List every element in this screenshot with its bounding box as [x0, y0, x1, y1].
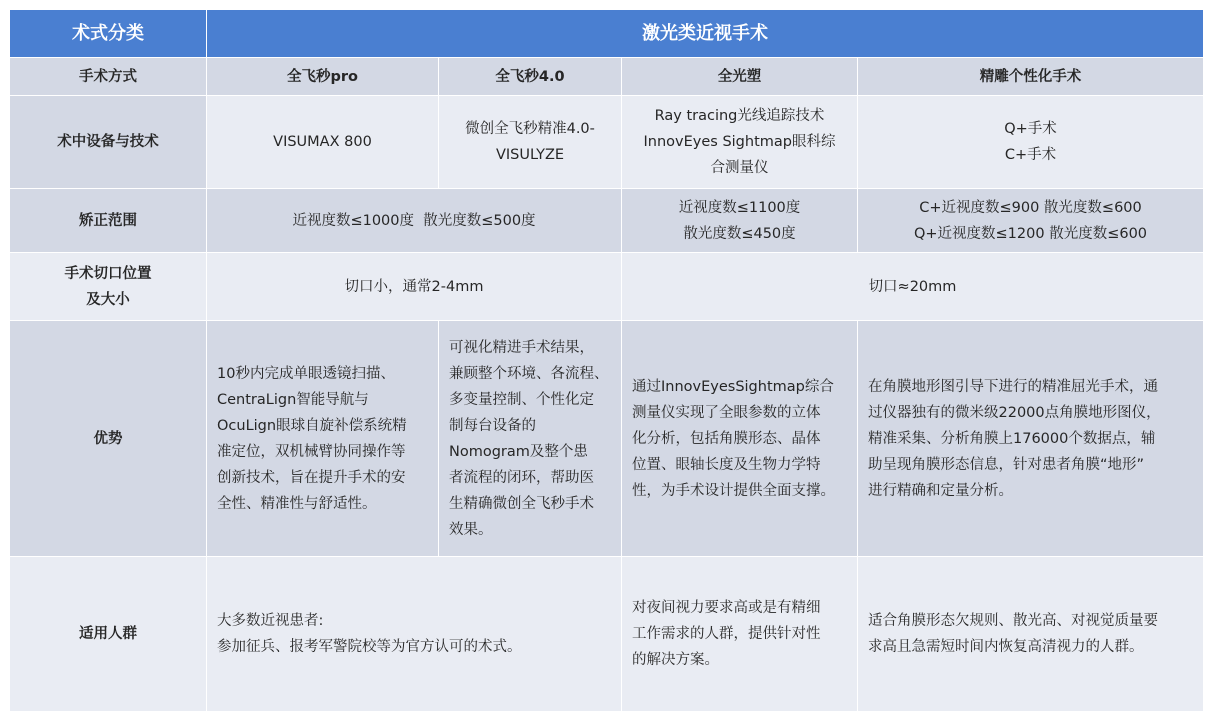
- population-cell-precision: [858, 557, 1204, 712]
- population-cell-fullfemto: [207, 557, 622, 712]
- advantage-cell-2-line: 可视化精进手术结果，: [449, 339, 594, 356]
- equipment-row: [10, 96, 1204, 189]
- advantage-cell-2-line: 兼顾整个环境、各流程、: [449, 365, 609, 382]
- population-cell-precision-line: 求高且急需短时间内恢复高清视力的人群。: [868, 639, 1144, 655]
- incision-cell-large: 切口≈20mm: [622, 253, 1204, 321]
- advantage-cell-4: [858, 321, 1204, 557]
- advantage-cell-4-line: 在角膜地形图引导下进行的精准屈光手术，通: [868, 378, 1158, 395]
- range-cell-precision-line: Q+近视度数≤1200 散光度数≤600: [913, 225, 1148, 242]
- advantage-cell-3-line: 测量仪实现了全眼参数的立体: [632, 404, 821, 421]
- equipment-cell-2-line: 微创全飞秒精准4.0-: [465, 121, 595, 137]
- equipment-cell-2: [439, 96, 622, 189]
- advantage-cell-4-line: 过仪器独有的微米级22000点角膜地形图仪，: [868, 404, 1161, 421]
- method-fullfemto-4: 全飞秒4.0: [439, 58, 622, 96]
- advantage-cell-2: [439, 321, 622, 557]
- advantage-cell-3-line: 通过InnovEyesSightmap综合: [632, 378, 834, 395]
- range-cell-fullfemto: [207, 189, 622, 253]
- equipment-cell-4: [858, 96, 1204, 189]
- category-header: 术式分类: [10, 10, 207, 58]
- equipment-cell-1-line: VISUMAX 800: [273, 134, 372, 150]
- advantage-cell-2-line: 者流程的闭环，帮助医: [449, 469, 594, 486]
- advantage-cell-1-line: 准定位，双机械臂协同操作等: [217, 443, 406, 460]
- population-cell-fullfemto-line: 大多数近视患者:: [217, 613, 324, 629]
- advantage-cell-2-line: 制每台设备的: [449, 417, 536, 434]
- range-cell-precision-line: C+近视度数≤900 散光度数≤600: [919, 199, 1142, 216]
- header-row: [10, 10, 1204, 58]
- incision-label-line: 及大小: [86, 291, 130, 308]
- method-full-light: 全光塑: [622, 58, 858, 96]
- range-cell-full-light: [622, 189, 858, 253]
- advantage-cell-3: [622, 321, 858, 557]
- methods-row: [10, 58, 1204, 96]
- incision-cell-small: 切口小，通常2-4mm: [207, 253, 622, 321]
- equipment-cell-1: [207, 96, 439, 189]
- equipment-cell-3-line: Ray tracing光线追踪技术: [654, 108, 825, 124]
- population-row: [10, 557, 1204, 712]
- incision-row: [10, 253, 1204, 321]
- equipment-label: 术中设备与技术: [10, 96, 207, 189]
- range-cell-full-light-line: 近视度数≤1100度: [678, 199, 801, 216]
- advantage-cell-1: [207, 321, 439, 557]
- group-header: 激光类近视手术: [207, 10, 1204, 58]
- incision-label-line: 手术切口位置: [64, 265, 152, 282]
- advantage-cell-3-line: 性，为手术设计提供全面支撑。: [632, 482, 835, 499]
- advantage-cell-2-line: 多变量控制、个性化定: [449, 391, 594, 408]
- advantage-cell-4-line: 精准采集、分析角膜上176000个数据点，辅: [868, 430, 1156, 447]
- methods-label: 手术方式: [10, 58, 207, 96]
- equipment-cell-2-line: VISULYZE: [495, 147, 565, 163]
- equipment-cell-3-line: 合测量仪: [710, 160, 769, 176]
- advantage-row: [10, 321, 1204, 557]
- population-cell-fullfemto-line: 参加征兵、报考军警院校等为官方认可的术式。: [217, 639, 522, 655]
- population-cell-full-light: [622, 557, 858, 712]
- advantage-cell-1-line: 全性、精准性与舒适性。: [217, 495, 377, 512]
- population-label: 适用人群: [10, 557, 207, 712]
- advantage-cell-2-line: 效果。: [449, 521, 493, 538]
- advantage-cell-4-line: 进行精确和定量分析。: [868, 482, 1013, 499]
- equipment-cell-3-line: InnovEyes Sightmap眼科综: [643, 134, 836, 150]
- population-cell-full-light-line: 对夜间视力要求高或是有精细: [632, 600, 821, 616]
- advantage-cell-2-line: Nomogram及整个患: [449, 443, 588, 460]
- population-cell-full-light-line: 工作需求的人群，提供针对性: [632, 626, 821, 642]
- equipment-cell-4-line: Q+手术: [1004, 121, 1057, 137]
- advantage-cell-1-line: 10秒内完成单眼透镜扫描、: [217, 365, 395, 382]
- advantage-cell-1-line: 创新技术，旨在提升手术的安: [217, 469, 406, 486]
- advantage-label: 优势: [10, 321, 207, 557]
- method-precision-custom: 精雕个性化手术: [858, 58, 1204, 96]
- advantage-cell-1-line: CentraLign智能导航与: [217, 391, 369, 408]
- population-cell-precision-line: 适合角膜形态欠规则、散光高、对视觉质量要: [868, 613, 1158, 629]
- equipment-cell-4-line: C+手术: [1004, 147, 1057, 163]
- method-fullfemto-pro: 全飞秒pro: [207, 58, 439, 96]
- advantage-cell-1-line: OcuLign眼球自旋补偿系统精: [217, 417, 407, 434]
- range-label: 矫正范围: [10, 189, 207, 253]
- advantage-cell-3-line: 化分析，包括角膜形态、晶体: [632, 430, 821, 447]
- population-cell-full-light-line: 的解决方案。: [632, 652, 719, 668]
- advantage-cell-3-line: 位置、眼轴长度及生物力学特: [632, 456, 821, 473]
- range-cell-full-light-line: 散光度数≤450度: [683, 225, 796, 242]
- range-row: [10, 189, 1204, 253]
- range-cell-precision: [858, 189, 1204, 253]
- comparison-table: [9, 9, 1204, 712]
- equipment-cell-3: [622, 96, 858, 189]
- advantage-cell-2-line: 生精确微创全飞秒手术: [449, 495, 594, 512]
- advantage-cell-4-line: 助呈现角膜形态信息，针对患者角膜“地形”: [868, 456, 1145, 473]
- incision-label: [10, 253, 207, 321]
- range-cell-fullfemto-line: 近视度数≤1000度 散光度数≤500度: [292, 212, 536, 229]
